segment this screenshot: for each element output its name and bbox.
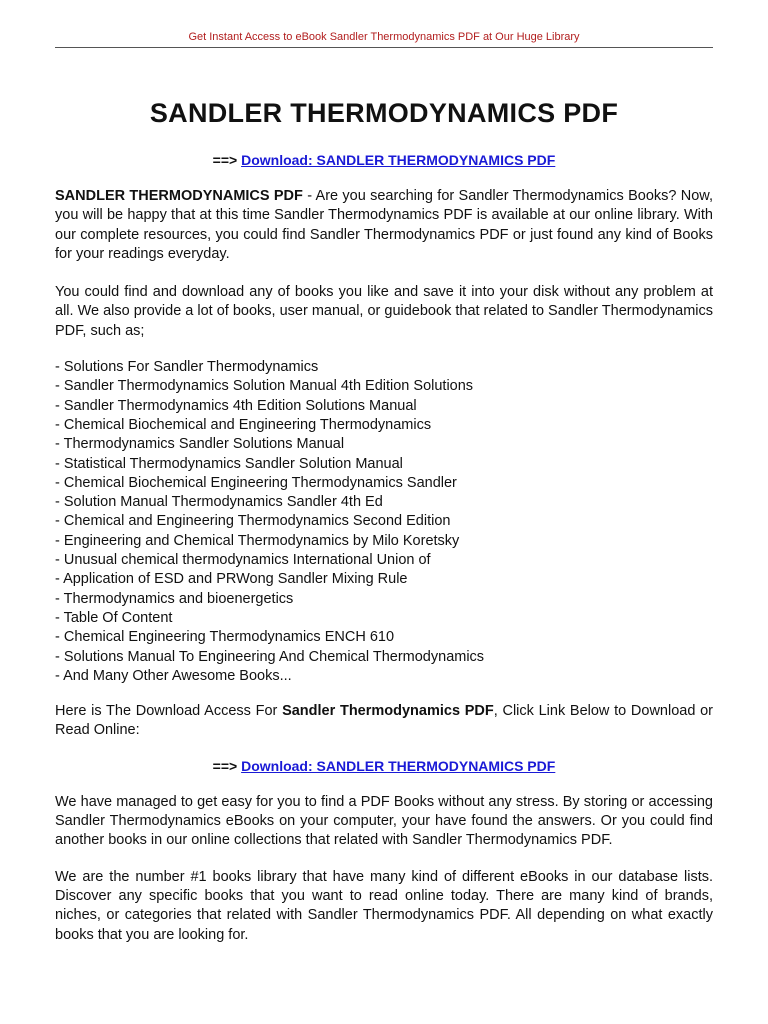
access-bold: Sandler Thermodynamics PDF	[282, 703, 494, 720]
list-item: - Sandler Thermodynamics Solution Manual 4th Edition Solutions	[55, 377, 713, 396]
download-link-bottom[interactable]: Download: SANDLER THERMODYNAMICS PDF	[241, 757, 556, 774]
access-paragraph	[55, 702, 713, 741]
list-item: - Application of ESD and PRWong Sandler Mixing Rule	[55, 570, 713, 589]
list-item: - Chemical Engineering Thermodynamics ENCH 610	[55, 628, 713, 647]
list-item: - Sandler Thermodynamics 4th Edition Solutions Manual	[55, 397, 713, 416]
list-item: - Unusual chemical thermodynamics International Union of	[55, 551, 713, 570]
access-after: , Click Link Below to Download or Read Online:	[55, 703, 713, 739]
download-arrow: ==>	[212, 152, 238, 168]
page-title: SANDLER THERMODYNAMICS PDF	[149, 98, 619, 128]
list-item: - And Many Other Awesome Books...	[55, 667, 713, 686]
intro-bold-lead: SANDLER THERMODYNAMICS PDF	[55, 188, 303, 204]
download-line-bottom	[55, 757, 713, 775]
header-divider	[55, 47, 713, 48]
list-item: - Solutions Manual To Engineering And Chemical Thermodynamics	[55, 648, 713, 667]
download-link-top[interactable]: Download: SANDLER THERMODYNAMICS PDF	[241, 152, 556, 168]
list-item: - Solutions For Sandler Thermodynamics	[55, 358, 713, 377]
list-item: - Thermodynamics and bioenergetics	[55, 590, 713, 609]
list-item: - Table Of Content	[55, 609, 713, 628]
list-item: - Chemical Biochemical and Engineering Thermodynamics	[55, 416, 713, 435]
list-item: - Chemical and Engineering Thermodynamics Second Edition	[55, 512, 713, 531]
download-description-paragraph: You could find and download any of books you like and save it into your disk without any problem at all. We also provide a lot of books, user manual, or guidebook that related to Sandler Thermodynamics PDF, such as;	[55, 284, 713, 339]
access-before: Here is The Download Access For	[55, 703, 283, 720]
intro-text: - Are you searching for Sandler Thermodynamics Books? Now, you will be happy that at this time Sandler Thermodynamics PDF is available at our online library. With our complete resources, you could find Sandler Thermodynamics PDF or just found any kind of Books for your readings everyday.	[55, 188, 713, 262]
list-item: - Thermodynamics Sandler Solutions Manual	[55, 435, 713, 454]
list-item: - Statistical Thermodynamics Sandler Solution Manual	[55, 455, 713, 474]
related-books-list	[55, 358, 713, 686]
list-item: - Chemical Biochemical Engineering Thermodynamics Sandler	[55, 474, 713, 493]
storage-paragraph: We have managed to get easy for you to find a PDF Books without any stress. By storing or accessing Sandler Thermodynamics eBooks on your computer, your have found the answers. Or you could find another books in our online collections that related with Sandler Thermodynamics PDF.	[55, 793, 713, 849]
header-library-link[interactable]: Get Instant Access to eBook Sandler Thermodynamics PDF at Our Huge Library	[188, 31, 580, 43]
intro-paragraph	[55, 187, 713, 264]
download-line-top	[55, 151, 713, 169]
library-paragraph: We are the number #1 books library that have many kind of different eBooks in our database lists. Discover any specific books that you want to read online today. There are many kind of brands, niches, or categories that related with Sandler Thermodynamics PDF. All depending on what exactly books that you are looking for.	[55, 868, 713, 943]
list-item: - Solution Manual Thermodynamics Sandler 4th Ed	[55, 493, 713, 512]
list-item: - Engineering and Chemical Thermodynamics by Milo Koretsky	[55, 532, 713, 551]
download-arrow: ==>	[212, 757, 238, 774]
